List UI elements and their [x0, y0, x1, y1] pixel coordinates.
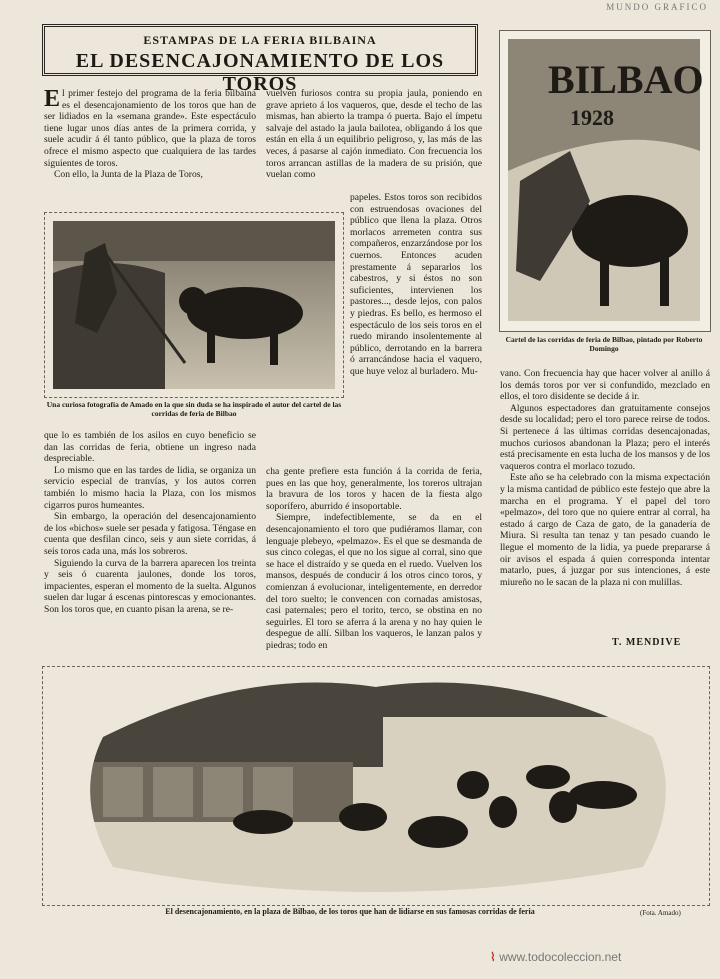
paragraph: papeles. Estos toros son recibidos con estruendosas ovaciones del público que llena la plaza. Otros morlacos arremeten contra sus compañeros, enzarzándose por los cuernos. Entonces acuden prestamente á separarlos los cabestros, y si éstos no son suficientes, intervienen los pastores..., desde lejos, con palos y piedras. Es bello, es hermoso el espectáculo de los seis toros en el ruedo mirando insolentemente al público, derrotando en la barrera ó arrancándose hacia el vaquero, que huye veloz al burladero. Mu- [350, 192, 482, 377]
paragraph: Siempre, indefectiblemente, se da en el desencajonamiento el toro que pudiéramos llamar, con lenguaje plebeyo, «pelmazo». Es el que se desmanda de sus cinco colegas, el que no los sigue al corral, sino que se hace el distraído y se queda en el ruedo. Vuelven los mansos, después de conducir á los otros cinco toros, y comienzan á evolucionar, inteligentemente, en derredor del toro suelto; le convencen con cornadas amistosas, casi paternales; pero el torito, terco, se obstina en no seguirles. El toro se aferra á la arena y no hay quien le despegue de allí. Silban los vaqueros, le lanzan palos y piedras; todo en [266, 512, 482, 651]
paragraph: Siguiendo la curva de la barrera aparecen los treinta y seis ó cuarenta jaulones, donde los toros, impacientes, esperan el momento de la suelta. Algunos suelen dar lugar á escenas pintorescas y emocionantes. Son los toros que, en cuanto pisan la arena, se re- [44, 557, 256, 615]
author-signature: T. MENDIVE [612, 637, 682, 648]
poster-caption: Cartel de las corridas de feria de Bilbao, pintado por Roberto Domingo [505, 335, 703, 353]
watermark-text: www.todocoleccion.net [499, 950, 622, 964]
paragraph: cha gente prefiere esta función á la corrida de feria, pues en las que hoy, generalmente, los toreros ultrajan la bravura de los toros y hacen de la fiesta algo soporífero, aburrido é insoportable. [266, 466, 482, 512]
poster-title: BILBAO [548, 57, 704, 102]
photo-caption-left: Una curiosa fotografía de Amado en la que sin duda se ha inspirado el autor del cartel de las corridas de feria de Bilbao [46, 400, 342, 418]
photo-desencajonamiento [42, 666, 710, 906]
paragraph: Algunos espectadores dan gratuitamente consejos desde su localidad; pero el toro parece reirse de todos. Si pertenece á las últimas corridas desencajonadas, muchos curiosos abandonan la Plaza; pero el interés está precisamente en esta lucha de los mansos y de los vaqueros contra el morlaco tozudo. [500, 402, 710, 472]
article-title: EL DESENCAJONAMIENTO DE LOS TOROS [75, 50, 445, 95]
paragraph: vuelven furiosos contra su propia jaula, poniendo en grave aprieto á los vaqueros, que, desde el techo de las mismas, han abierto la trampa ó puerta. Bajo el ímpetu salvaje del astado la jaula bailotea, obligando á los que están en ella á un equilibrio peligroso, y, las más de las veces, á pasarse al cajón inmediato. Con frecuencia los toros arrancan astillas de la madera de su prisión, que vuelan como [266, 88, 482, 181]
photo-credit: (Fota. Amado) [640, 909, 681, 917]
bottom-photo-caption: El desencajonamiento, en la plaza de Bilbao, de los toros que han de lidiarse en sus famosas corridas de feria [165, 907, 535, 916]
photo-bullfight [44, 212, 344, 398]
paragraph: que lo es también de los asilos en cuyo beneficio se dan las corridas de feria, obtiene un ingreso nada despreciable. [44, 430, 256, 465]
column-2-top [266, 88, 482, 181]
column-3 [500, 368, 710, 588]
column-1-top [44, 88, 256, 181]
paragraph: Lo mismo que en las tardes de lidia, se organiza un servicio especial de tranvías, y los autos corren también lo mismo hacia la Plaza, con los mismos cigarros puros humeantes. [44, 464, 256, 511]
article-header [42, 24, 478, 95]
article-kicker: ESTAMPAS DE LA FERIA BILBAINA [143, 33, 377, 47]
column-1-bottom [44, 430, 256, 616]
paragraph: Sin embargo, la operación del desencajonamiento de los «bichos» suele ser pesada y fatigosa. Téngase en cuenta que desfilan cinco, seis y aun siete corridas, á seis toros cada una, más los sobreros. [44, 511, 256, 557]
paragraph: l primer festejo del programa de la feria bilbaína es el desencajonamiento de los toros que han de ser lidiados en la «semana grande». Este espectáculo tiene lugar unos días antes de la primera corrida, y suele acudir á él tanto público, que la plaza de toros ofrece el mismo aspecto que cualquiera de las tardes siguientes de toros. [44, 88, 256, 169]
drop-cap: E [44, 86, 61, 112]
paragraph: Este año se ha celebrado con la misma expectación y la misma cantidad de público este festejo que abre la marcha en el programa. Y el papel del toro «pelmazo», del toro que no quiere entrar al corral, ha estado á cargo de Caza de gato, de la ganadería de Miura. Si resulta tan tenaz y tan pesado cuando le llegue el momento de la lidia, ya puede prepararse á oir avisos el espada á quien corresponda intentar matarlo, pues, á juzgar por sus intenciones, á este miureño no le sacan de la plaza ni con mulillas. [500, 472, 710, 588]
paragraph: Con ello, la Junta de la Plaza de Toros, [54, 169, 203, 181]
poster-illustration [500, 31, 708, 329]
column-2-bottom [266, 466, 482, 652]
watermark [490, 950, 621, 964]
running-head: MUNDO GRAFICO [606, 2, 708, 12]
todocoleccion-logo-icon: ⌇ [490, 950, 496, 964]
poster-year: 1928 [570, 105, 614, 130]
poster-frame [499, 30, 711, 332]
column-2-narrow [350, 192, 482, 378]
paragraph: vano. Con frecuencia hay que hacer volver al anillo á los demás toros por ver si confundido, mezclado en ellos, el toro disidente se decide á ir. [500, 368, 710, 403]
